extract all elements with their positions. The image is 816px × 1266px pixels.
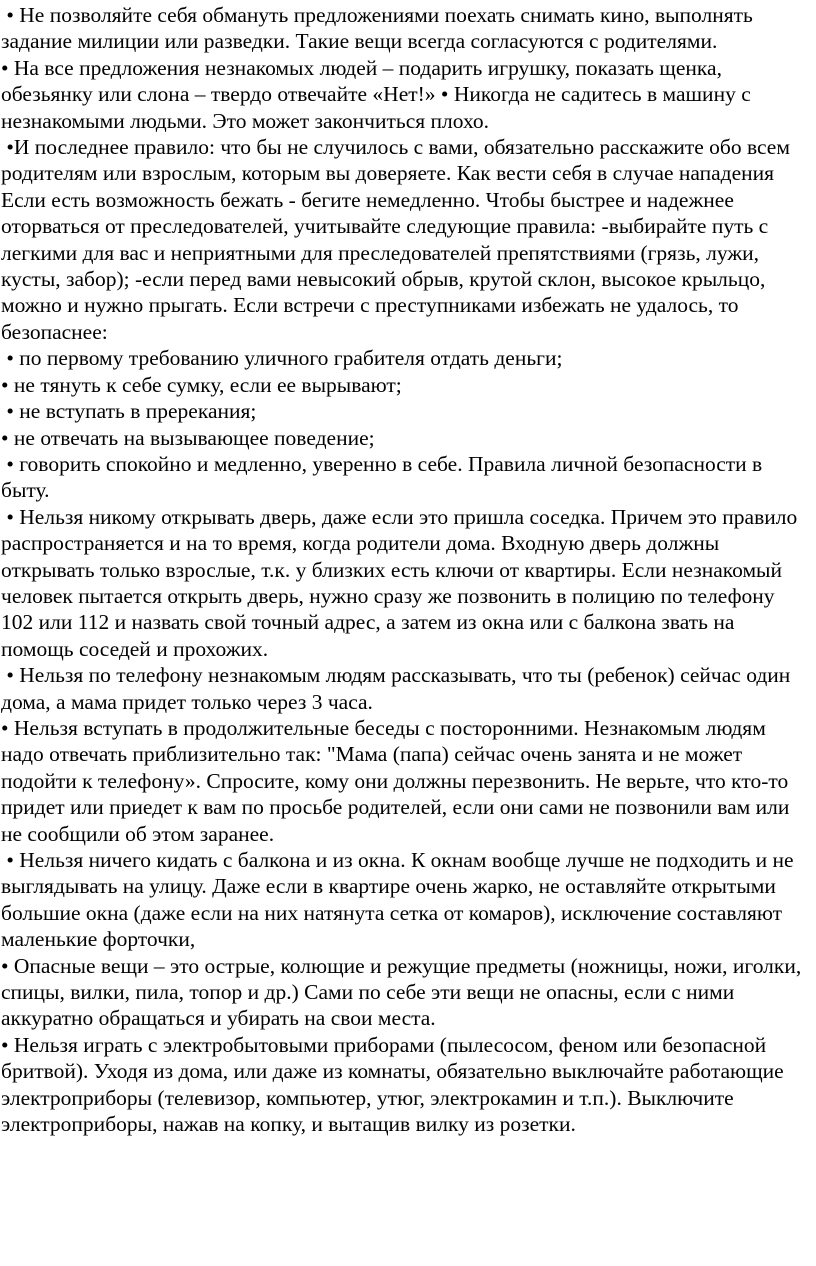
- paragraph-fake-offers: • Не позволяйте себя обмануть предложениями поехать снимать кино, выполнять задание милиции или разведки. Такие вещи всегда согласуются с родителями.: [1, 3, 759, 54]
- paragraph-electrical: • Нельзя играть с электробытовыми приборами (пылесосом, феном или безопасной бритвой). Уходя из дома, или даже из комнаты, обязательно выключайте работающие электроприборы (телевизор, компьютер, утюг, электрокамин и т.п.). Выключите электроприборы, нажав на копку, и вытащив вилку из розетки.: [1, 1032, 790, 1137]
- paragraph-phone-conversation: • Нельзя вступать в продолжительные беседы с посторонними. Незнакомым людям надо отвечать приблизительно так: "Мама (папа) сейчас очень занята и не может подойти к телефону». Спросите, кому они должны перезвонить. Не верьте, что кто-то придет или приедет к вам по просьбе родителей, если они сами не позвонили вам или не сообщили об этом заранее.: [1, 715, 795, 846]
- list-item-no-response: • не отвечать на вызывающее поведение;: [1, 425, 375, 450]
- paragraph-phone-alone: • Нельзя по телефону незнакомым людям рассказывать, что ты (ребенок) сейчас один дома, а мама придет только через 3 часа.: [1, 663, 796, 714]
- paragraph-windows: • Нельзя ничего кидать с балкона и из окна. К окнам вообще лучше не подходить и не выглядывать на улицу. Даже если в квартире очень жарко, не оставляйте открытыми большие окна (даже если на них натянута сетка от комаров), исключение составляют маленькие форточки,: [1, 848, 799, 952]
- paragraph-tell-parents: •И последнее правило: что бы не случилось с вами, обязательно расскажите обо всем родителям или взрослым, которым вы доверяете. Как вести себя в случае нападения Если есть возможность бежать - бегите немедленно. Чтобы быстрее и надежнее оторваться от преследователей, учитывайте следующие правила: -выбирайте путь с легкими для вас и неприятными для преследователей препятствиями (грязь, лужи, кусты, забор); -если перед вами невысокий обрыв, крутой склон, высокое крыльцо, можно и нужно прыгать. Если встречи с преступниками избежать не удалось, то безопаснее:: [1, 135, 796, 344]
- paragraph-door-rule: • Нельзя никому открывать дверь, даже если это пришла соседка. Причем это правило распространяется и на то время, когда родители дома. Входную дверь должны открывать только взрослые, т.к. у близких есть ключи от квартиры. Если незнакомый человек пытается открыть дверь, нужно сразу же позвонить в полицию по телефону 102 или 112 и назвать свой точный адрес, а затем из окна или с балкона звать на помощь соседей и прохожих.: [1, 504, 803, 661]
- list-item-no-arguing: • не вступать в пререкания;: [1, 399, 257, 424]
- paragraph-dangerous-items: • Опасные вещи – это острые, колющие и режущие предметы (ножницы, ножи, иголки, спицы, вилки, пила, топор и др.) Сами по себе эти вещи не опасны, если с ними аккуратно обращаться и убирать на свои места.: [1, 953, 807, 1031]
- paragraph-stranger-gifts: • На все предложения незнакомых людей – подарить игрушку, показать щенка, обезьянку или слона – твердо отвечайте «Нет!» • Никогда не садитесь в машину с незнакомыми людьми. Это может закончиться плохо.: [1, 55, 757, 133]
- list-item-bag: • не тянуть к себе сумку, если ее вырывают;: [1, 372, 402, 397]
- list-item-give-money: • по первому требованию уличного грабителя отдать деньги;: [1, 346, 563, 371]
- list-item-speak-calmly: • говорить спокойно и медленно, уверенно в себе. Правила личной безопасности в быту.: [1, 451, 768, 503]
